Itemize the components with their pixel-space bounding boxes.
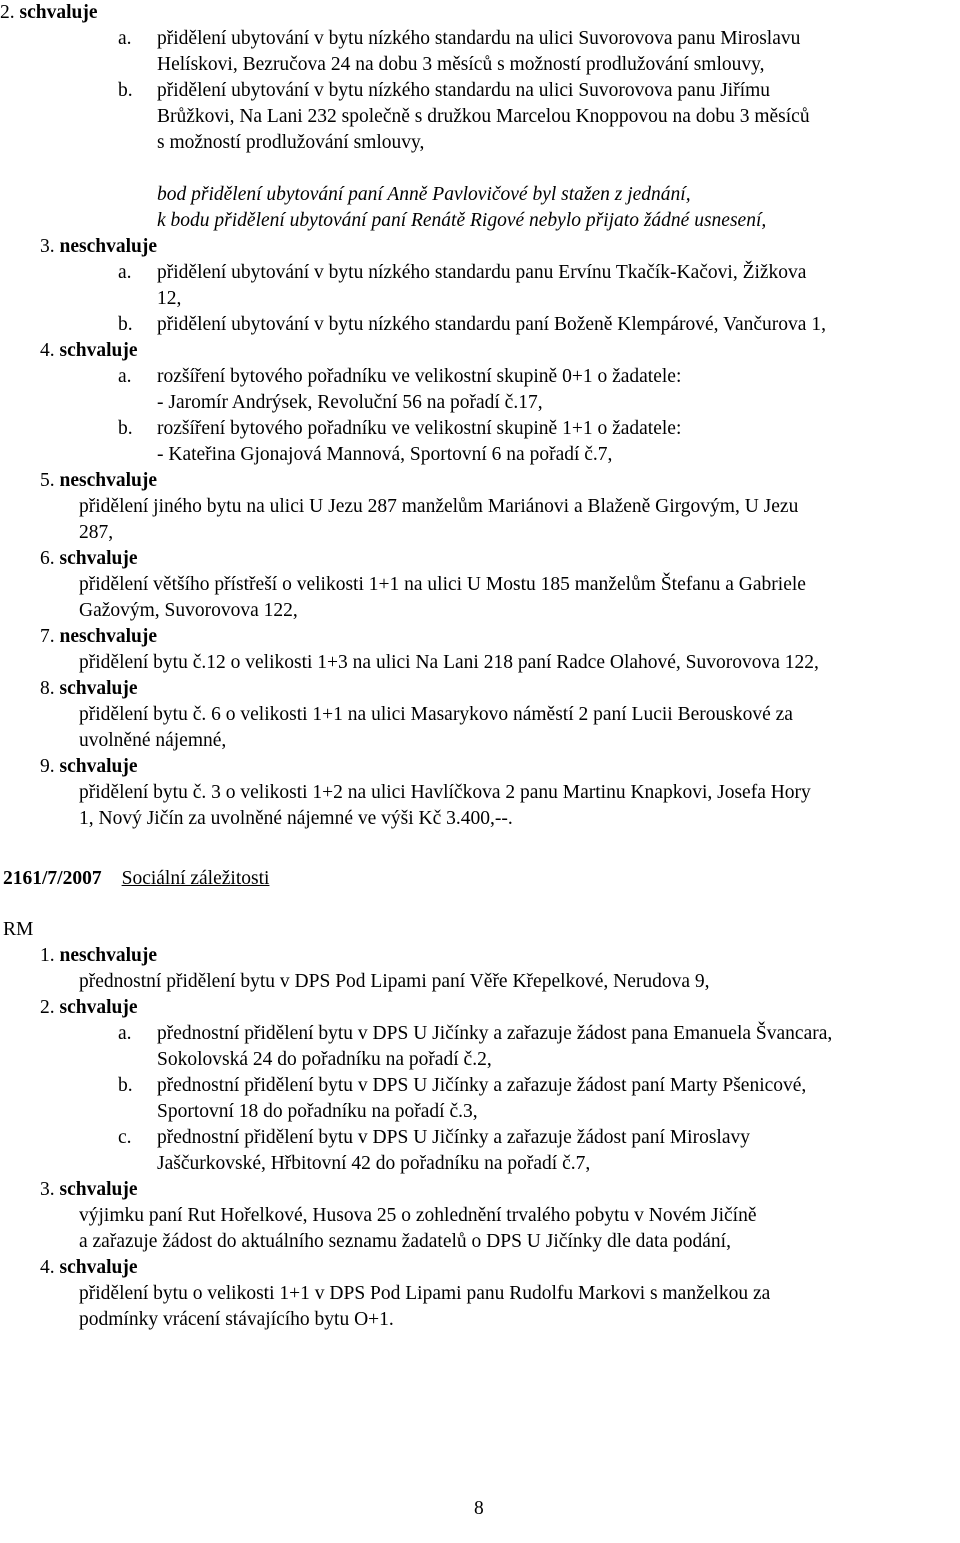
sub-item-text: přidělení ubytování v bytu nízkého standardu paní Boženě Klempárové, Vančurova 1, <box>157 314 826 335</box>
item-text: výjimku paní Rut Hořelkové, Husova 25 o zohlednění trvalého pobytu v Novém Jičíně <box>79 1205 757 1226</box>
item-text: přidělení bytu č. 3 o velikosti 1+2 na ulici Havlíčkova 2 panu Martinu Knapkovi, Josefa Hory <box>79 782 811 803</box>
page-number: 8 <box>474 1498 484 1519</box>
sub-item-text: přednostní přidělení bytu v DPS U Jičínky a zařazuje žádost paní Miroslavy <box>157 1127 750 1148</box>
item-heading: 1. neschvaluje <box>40 945 157 966</box>
sub-item-text: Sokolovská 24 do pořadníku na pořadí č.2, <box>157 1049 492 1070</box>
sub-item-label: a. <box>118 28 132 49</box>
verdict-label: neschvaluje <box>59 945 157 966</box>
item-text: a zařazuje žádost do aktuálního seznamu žadatelů o DPS U Jičínky dle data podání, <box>79 1231 731 1252</box>
item-heading: 2. schvaluje <box>40 997 138 1018</box>
item-text: uvolněné nájemné, <box>79 730 227 751</box>
verdict-label: schvaluje <box>59 1257 138 1278</box>
item-heading: 5. neschvaluje <box>40 470 157 491</box>
sub-item-text: - Jaromír Andrýsek, Revoluční 56 na pořadí č.17, <box>157 392 543 413</box>
sub-item-label: c. <box>118 1127 132 1148</box>
sub-item-label: a. <box>118 366 132 387</box>
sub-item-text: přednostní přidělení bytu v DPS U Jičínky a zařazuje žádost pana Emanuela Švancara, <box>157 1023 833 1044</box>
sub-item-text: rozšíření bytového pořadníku ve velikostní skupině 0+1 o žadatele: <box>157 366 682 387</box>
sub-item-label: b. <box>118 418 133 439</box>
item-text: přidělení většího přístřeší o velikosti 1+1 na ulici U Mostu 185 manželům Štefanu a Gabriele <box>79 574 806 595</box>
sub-item-label: a. <box>118 262 132 283</box>
note-text: bod přidělení ubytování paní Anně Pavlovičové byl stažen z jednání, <box>157 184 691 205</box>
item-heading: 4. schvaluje <box>40 1257 138 1278</box>
verdict-label: schvaluje <box>59 997 138 1018</box>
item-text: přidělení bytu č. 6 o velikosti 1+1 na ulici Masarykovo náměstí 2 paní Lucii Berouskové za <box>79 704 793 725</box>
item-heading: 3. schvaluje <box>40 1179 138 1200</box>
sub-item-text: Jaščurkovské, Hřbitovní 42 do pořadníku na pořadí č.7, <box>157 1153 591 1174</box>
verdict-label: schvaluje <box>59 548 138 569</box>
sub-item-text: s možností prodlužování smlouvy, <box>157 132 425 153</box>
item-heading: 4. schvaluje <box>40 340 138 361</box>
sub-item-text: Helískovi, Bezručova 24 na dobu 3 měsíců s možností prodlužování smlouvy, <box>157 54 765 75</box>
verdict-label: neschvaluje <box>59 626 157 647</box>
sub-item-text: Brůžkovi, Na Lani 232 společně s družkou Marcelou Knoppovou na dobu 3 měsíců <box>157 106 810 127</box>
item-text: přednostní přidělení bytu v DPS Pod Lipami paní Věře Křepelkové, Nerudova 9, <box>79 971 710 992</box>
sub-item-text: přednostní přidělení bytu v DPS U Jičínky a zařazuje žádost paní Marty Pšenicové, <box>157 1075 807 1096</box>
council-label: RM <box>3 919 34 940</box>
sub-item-label: b. <box>118 80 133 101</box>
sub-item-label: b. <box>118 1075 133 1096</box>
verdict-label: schvaluje <box>59 756 138 777</box>
item-text: podmínky vrácení stávajícího bytu O+1. <box>79 1309 394 1330</box>
item-text: přidělení bytu č.12 o velikosti 1+3 na ulici Na Lani 218 paní Radce Olahové, Suvorovova 122, <box>79 652 819 673</box>
item-heading: 3. neschvaluje <box>40 236 157 257</box>
verdict-label: schvaluje <box>19 2 98 23</box>
sub-item-text: 12, <box>157 288 182 309</box>
section-title: Sociální záležitosti <box>121 868 270 889</box>
verdict-label: schvaluje <box>59 1179 138 1200</box>
sub-item-text: přidělení ubytování v bytu nízkého standardu panu Ervínu Tkačík-Kačovi, Žižkova <box>157 262 807 283</box>
note-text: k bodu přidělení ubytování paní Renátě Rigové nebylo přijato žádné usnesení, <box>157 210 767 231</box>
sub-item-text: - Kateřina Gjonajová Mannová, Sportovní 6 na pořadí č.7, <box>157 444 613 465</box>
verdict-label: neschvaluje <box>59 236 157 257</box>
item-heading: 8. schvaluje <box>40 678 138 699</box>
item-text: 1, Nový Jičín za uvolněné nájemné ve výši Kč 3.400,--. <box>79 808 513 829</box>
verdict-label: schvaluje <box>59 678 138 699</box>
sub-item-text: Sportovní 18 do pořadníku na pořadí č.3, <box>157 1101 478 1122</box>
item-text: přidělení bytu o velikosti 1+1 v DPS Pod Lipami panu Rudolfu Markovi s manželkou za <box>79 1283 771 1304</box>
item-heading: 6. schvaluje <box>40 548 138 569</box>
item-heading: 2. schvaluje <box>0 2 98 23</box>
item-heading: 9. schvaluje <box>40 756 138 777</box>
item-text: přidělení jiného bytu na ulici U Jezu 287 manželům Mariánovi a Blaženě Girgovým, U Jezu <box>79 496 799 517</box>
verdict-label: schvaluje <box>59 340 138 361</box>
sub-item-text: přidělení ubytování v bytu nízkého standardu na ulici Suvorovova panu Miroslavu <box>157 28 801 49</box>
sub-item-label: b. <box>118 314 133 335</box>
item-heading: 7. neschvaluje <box>40 626 157 647</box>
item-text: Gažovým, Suvorovova 122, <box>79 600 298 621</box>
sub-item-text: přidělení ubytování v bytu nízkého standardu na ulici Suvorovova panu Jiřímu <box>157 80 771 101</box>
item-text: 287, <box>79 522 114 543</box>
section-id: 2161/7/2007 <box>3 868 102 889</box>
verdict-label: neschvaluje <box>59 470 157 491</box>
sub-item-label: a. <box>118 1023 132 1044</box>
sub-item-text: rozšíření bytového pořadníku ve velikostní skupině 1+1 o žadatele: <box>157 418 682 439</box>
